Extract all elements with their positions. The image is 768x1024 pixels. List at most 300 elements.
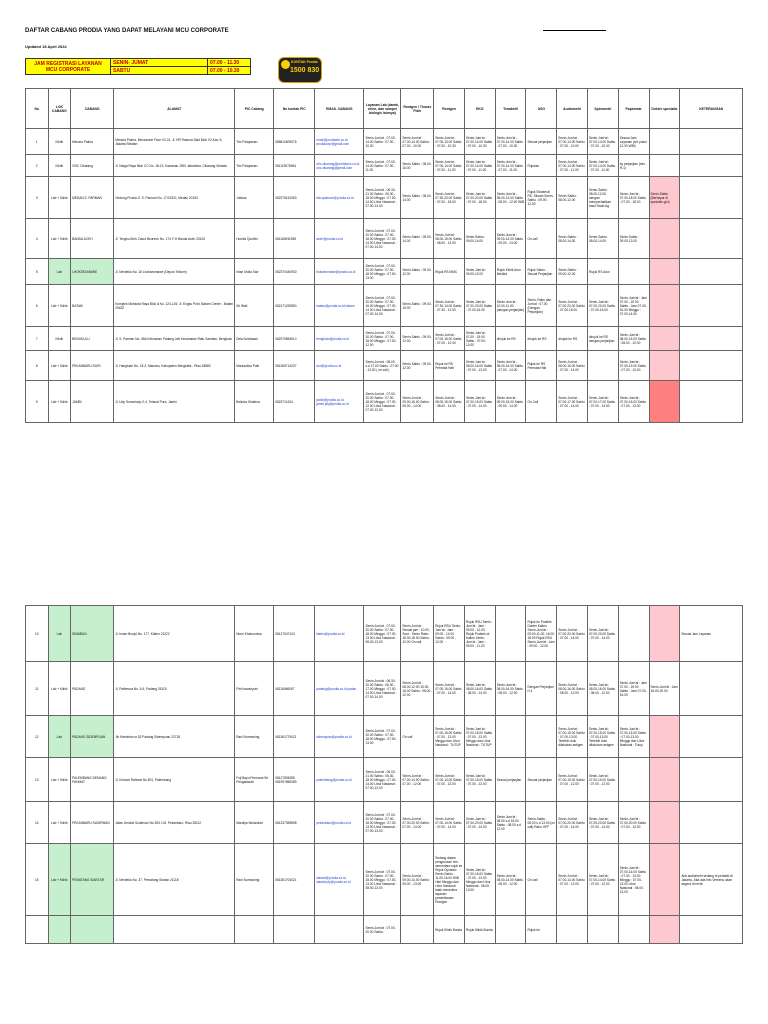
cell-lab: Senin-Jum'at : 07.00-14.00 Sabtu : 07.00 - 11.00 <box>364 155 401 177</box>
table-row <box>26 219 743 259</box>
cell-no: 13 <box>26 758 49 802</box>
cell-cabang: PADANG <box>71 662 114 716</box>
cell-usg: Sesuai perjanjian <box>526 758 557 802</box>
cell-audiometri <box>557 916 588 944</box>
cell-spirometri: dirujuk ke RS dengan perjanjian <box>588 327 619 351</box>
cell-keterangan <box>680 129 743 155</box>
cell-no: 11 <box>26 662 49 716</box>
cell-lokasi: Klinik <box>48 129 71 155</box>
cell-dokter <box>649 327 680 351</box>
cell-treadmill: Senin-Jum'at : 09.00-14.00 Sabtu : 09.00 - 13.00 <box>495 219 526 259</box>
cell-spirometri: Senin-Sabtu : 08.00-14.00 <box>588 219 619 259</box>
cell-lokasi: Lab + Klinik <box>48 381 71 423</box>
cell-dokter <box>649 758 680 802</box>
table-row <box>26 916 743 944</box>
cell-pic: Fuji Bayu Permana Sri Pengalawati <box>235 758 274 802</box>
cell-spirometri: Senin-Jum'at : 07.00-14.00 Sabtu : 07.00 - 12.00 <box>588 844 619 916</box>
cell-treadmill <box>495 716 526 758</box>
cell-no: 7 <box>26 327 49 351</box>
cell-lab: Senin-Jum'at : 07.00-20.00 Sabtu : 07.00-18.00 Minggu : 07.00-13.00 <box>364 716 401 758</box>
cell-audiometri: Senin-Jum'at : 07.00-20.00 Sabtu : 07.00 - 14.00 <box>557 802 588 844</box>
cell-papsmear: Senin-Jum'at : 07.00-19.00 Sabtu : 07.00 - 13.00 <box>618 351 649 381</box>
cell-kontak: 081361703421 <box>274 844 315 916</box>
cell-fisik: Senin-Sabtu : 08.00-14.00 <box>401 177 434 219</box>
cell-alamat: Gedung Prodia Jl. S. Parman No. 17/223/G, Medan 20153 <box>114 177 235 219</box>
cell-fisik: Senin-Sabtu : 09.00-12.00 <box>401 259 434 285</box>
table-row <box>26 381 743 423</box>
cell-keterangan <box>680 327 743 351</box>
cell-usg: Rujukan <box>526 155 557 177</box>
cell-papsmear: Senin-Jum'at : Jam 07.00 - 20.00 Sabtu : Jam 07.00-16.00 Minggu : 07.00-14.00 <box>618 285 649 327</box>
cell-ekg: Senin-Jum'at : 07.00-15.00 Sabtu : 07.00 - 13.00 <box>464 758 495 802</box>
cell-rontgen: Senin-Jum'at : 08.00-15.00 Sabtu : 08.00 - 14.00 <box>434 381 465 423</box>
cell-usg: Senin-Sabtu : 08.00 s.d 13.00 (on call) Rabu OFF <box>526 802 557 844</box>
cell-fisik: Senin-Jum'at : 07.00-14.00 Sabtu : 07.00 - 12.00 <box>401 758 434 802</box>
cell-cabang: BATAM <box>71 285 114 327</box>
cell-kontak: 081237369898 <box>274 802 315 844</box>
cell-rontgen: Senin-Jum'at : 08.00-15.00 Sabtu : 08.00 - 13.00 <box>434 219 465 259</box>
cell-dokter <box>649 129 680 155</box>
cell-cabang: MEDAN S. PARMAN <box>71 177 114 219</box>
table-row <box>26 758 743 802</box>
cell-alamat: Jl. Kolonel Rahmat No 801, Palembang <box>114 758 235 802</box>
cell-lokasi: Lab + Klinik <box>48 802 71 844</box>
cell-cabang: JAMBI <box>71 381 114 423</box>
cell-no: 5 <box>26 259 49 285</box>
cell-kontak: 08127805285 081997860089 <box>274 758 315 802</box>
cell-ekg: Senin-Jum'at : 07.00-20.00 Sabtu : 07.00 - 18.00 <box>464 177 495 219</box>
cell-ekg: Senin-Jum'at : 07.00-15.00 Sabtu : 07.00 - 14.00 <box>464 381 495 423</box>
cell-alamat: Jl. Tengku Moh. Daud Beureuh No. 174 F-H Banda Aceh 23126 <box>114 219 235 259</box>
cell-lokasi: Lab + Klinik <box>48 219 71 259</box>
cell-lokasi: Lab + Klinik <box>48 177 71 219</box>
column-header: CABANG <box>71 89 114 129</box>
cell-cabang: BANDA ACEH <box>71 219 114 259</box>
cell-fisik: Senin-Sabtu : 09.00-12.00 <box>401 327 434 351</box>
cell-ekg: Senin-Jum'at : 08.00-16.00 Sabtu : 07.00 - 13.00 <box>464 351 495 381</box>
cell-spirometri: Senin-Jum'at : 07.00-20.00 Sabtu : 07.00 - 14.00 <box>588 802 619 844</box>
cell-ekg: Senin-Jum'at : 07.00-15.00 Sabtu : 07.00 - 13.00 Minggu dan Libur Nasional : TUTUP <box>464 716 495 758</box>
cell-kontak: 085810609075 <box>274 129 315 155</box>
cell-papsmear <box>618 259 649 285</box>
cell-pic: Rani Nurmaning <box>235 844 274 916</box>
registration-time: 07.00 - 10.30 <box>208 67 251 75</box>
cell-keterangan <box>680 259 743 285</box>
cell-kontak: 082171292850 <box>274 285 315 327</box>
cell-keterangan <box>680 758 743 802</box>
cell-ekg: Senin-Jum'at : 07.00-14.00 Sabtu : 07.00 - 10.30 <box>464 129 495 155</box>
cell-lokasi: Lab + Klinik <box>48 285 71 327</box>
cell-spirometri: Senin-Sabtu : 08.00-12.00 dengan memperhatikan hasil Swab Ag <box>588 177 619 219</box>
cell-keterangan <box>680 285 743 327</box>
signature-line <box>543 30 606 31</box>
cell-no: 4 <box>26 219 49 259</box>
cell-keterangan <box>680 177 743 219</box>
cell-keterangan <box>680 351 743 381</box>
cell-dokter <box>649 916 680 944</box>
table-row <box>26 662 743 716</box>
registration-day: SABTU <box>111 67 208 75</box>
cell-alamat: Jl. Hangtuah No. 18 Z, Mandau, Kabupaten Bengkalis - Riau 28883 <box>114 351 235 381</box>
cell-lab: Senin-Jum'at : 07.00-20.00 Sabtu : 07.00-18.00 Minggu : 07.00-14.00 Libur Nasional : 07.00-14.00 <box>364 219 401 259</box>
cell-ekg: Senin-Jum'at : 07.00-20.00 Sabtu : 07.00 - 14.00 <box>464 802 495 844</box>
cell-dokter <box>649 285 680 327</box>
cell-pic: Belinda Oktarina <box>235 381 274 423</box>
cell-lokasi: Lab <box>48 716 71 758</box>
cell-email[interactable]: lhokseumawe@prodia.co.id <box>315 259 364 285</box>
cell-dokter <box>649 381 680 423</box>
cell-dokter: Senin-Jum'at : Jam 18.00-20.00 <box>649 662 680 716</box>
table-row <box>26 351 743 381</box>
column-header: EMAIL CABANG <box>315 89 364 129</box>
registration-day: SENIN- JUMAT <box>111 59 208 67</box>
document-title: DAFTAR CABANG PRODIA YANG DAPAT MELAYANI MCU CORPORATE <box>25 28 229 34</box>
cell-pic: Humila Qushlin <box>235 219 274 259</box>
cell-fisik: Senin-Jum'at : 09.00-15.00 Sabtu : 09.00 - 14.00 <box>401 381 434 423</box>
cell-alamat: Jl. Merdeka No. 37, Pematang Siantar 21118 <box>114 844 235 916</box>
cell-email[interactable]: bengkulu@prodia.co.id <box>315 327 364 351</box>
cell-rontgen: Senin-Jum'at : 07.00-15.00 Sabtu : 07.00 - 12.00 <box>434 327 465 351</box>
column-header: Treadmill <box>495 89 526 129</box>
cell-spirometri <box>588 351 619 381</box>
cell-dokter <box>649 259 680 285</box>
column-header: PIC Cabang <box>235 89 274 129</box>
cell-fisik <box>401 916 434 944</box>
column-header: Rontgen <box>434 89 465 129</box>
cell-treadmill: Senin-Jum'at : 10.00-11.00 (dengan perjanjian) <box>495 285 526 327</box>
cell-email[interactable]: sidempuan@prodia.co.id <box>315 716 364 758</box>
cell-rontgen: Senin-Jum'at : 07.30-20.00 Sabtu : 07.00 - 18.00 <box>434 177 465 219</box>
registration-label: JAM REGISTRASI LAYANAN MCU CORPORATE <box>26 59 111 75</box>
cell-pic: Fitri Irawahyuni <box>235 662 274 716</box>
cell-rontgen: Senin-Jum'at : 07.00-14.00 Sabtu : 07.00 - 14.00 <box>434 802 465 844</box>
cell-alamat: Jl. Imam Bonjol No. 177, Klaten 21222 <box>114 606 235 662</box>
cell-email[interactable]: palembang@prodia.co.id <box>315 758 364 802</box>
cell-papsmear: Senin-Sabtu : 09.00-13.00 <box>618 219 649 259</box>
cell-lokasi: Klinik <box>48 327 71 351</box>
cell-cabang: BENGKULU <box>71 327 114 351</box>
cell-fisik: Senin-Jum'at : 07.00-14.00 Sabtu : 07.00 - 10.00 <box>401 129 434 155</box>
cell-alamat: Menara Palma, Mezzanine Floor 02-01, Jl. HR Rasuna Said Blok X2 Kav. 6, Jakarta Selatan <box>114 129 235 155</box>
cell-fisik: Senin-Sabtu : 09.00-15.00 <box>401 285 434 327</box>
cell-spirometri <box>588 916 619 944</box>
cell-no: 15 <box>26 844 49 916</box>
cell-email[interactable]: duri@prodia.co.id <box>315 351 364 381</box>
cell-audiometri: Senin-Jum'at : 07.00-14.00 Sabtu : 07.00 - 12.00 <box>557 844 588 916</box>
cell-papsmear <box>618 916 649 944</box>
cell-alamat: Jl. Urip Sumoharjo 2-4, Telanai Pura, Jambi <box>114 381 235 423</box>
cell-rontgen: Sedang dalam pengurusan izin, sementara rujuk ke Rujuk Dynamic Senin-Sabtu : 11.00-16.00 WIB Hari Minggu dan Libur Nasional tidak menerima layanan pemeriksaan Rontgen <box>434 844 465 916</box>
cell-papsmear <box>618 606 649 662</box>
cell-pic: Marsaulina Putri <box>235 351 274 381</box>
cell-dokter <box>649 606 680 662</box>
cell-audiometri: Senin-Jum'at : 07.00-20.00 Sabtu : 07.00-16.00 <box>557 285 588 327</box>
cell-pic: Tim Pelayanan <box>235 129 274 155</box>
cell-cabang: PEKANBARU SUDIRMAN <box>71 802 114 844</box>
branch-table-page-1 <box>25 88 743 423</box>
cell-email[interactable]: padang@prodia.co.id padan <box>315 662 364 716</box>
cell-usg: dirujuk ke RS <box>526 327 557 351</box>
cell-keterangan <box>680 155 743 177</box>
table-row <box>26 844 743 916</box>
column-header: Dokter spesialis <box>649 89 680 129</box>
cell-papsmear <box>618 758 649 802</box>
table-row <box>26 716 743 758</box>
cell-email[interactable]: mmd@prodiaofe.co.id, prodiacorp@gmail.com <box>315 129 364 155</box>
cell-rontgen: Senin-Jum'at : 07.00-15.00 Sabtu : 07.00 - 14.00 <box>434 662 465 716</box>
cell-kontak: 0823711434 <box>274 381 315 423</box>
cell-alamat: Jl. Niaga Raya Blok CC No. 18-19, Kawasan JDKI Jababeka, Cikarang Selatan <box>114 155 235 177</box>
cell-alamat: Jl. Merdeka No. 18 Lhokseumawe (Depan Telkom) <box>114 259 235 285</box>
cell-no: 1 <box>26 129 49 155</box>
cell-rontgen: Senin-Jum'at : 07.30-14.00 Sabtu : 07.30 - 13.00 <box>434 285 465 327</box>
cell-no: 10 <box>26 606 49 662</box>
cell-pic: Tim Pelayanan <box>235 155 274 177</box>
cell-treadmill: Rujuk Klinik Arun Medika <box>495 259 526 285</box>
cell-ekg: Senin-Jum'at : 07.00 - 15.00 Sabtu : 07.00-13.00 <box>464 327 495 351</box>
cell-fisik: Senin-Jum'at : 09.00-14.00 Sabtu : 09.00 - 13.00 <box>401 844 434 916</box>
cell-kontak: 081361779421 <box>274 716 315 758</box>
cell-rontgen: Senin-Jum'at : 07.00-14.00 Sabtu : 07.00 - 11.00 <box>434 155 465 177</box>
cell-email[interactable]: lab.sparman@prodia.co.id <box>315 177 364 219</box>
cell-alamat: Jl. Pattimura No. 5-6, Padang 25115 <box>114 662 235 716</box>
cell-lab: Senin-Jum'at : 07.00-20.00 Sabtu : 07.00-18.00 Minggu : 07.00-13.00 Libur Nasional : 08.00-13.00 <box>364 844 401 916</box>
cell-email[interactable] <box>315 916 364 944</box>
cell-audiometri: Senin-Jum'at : 07.00-15.00 Sabtu : 07.00 - 12.00 <box>557 758 588 802</box>
cell-ekg: Rujuk RSU Senin-Jum'at : Jam : 09.00 - 12.00 Rujuk Praktek dr Kalbin Senin-Jum'at : Jam : 09.00 - 11.00 <box>464 606 495 662</box>
cell-treadmill: Senin-Jum'at : 08.00-13.00 Sabtu : 08.00 - 12.00 WIB <box>495 177 526 219</box>
cell-audiometri: Senin-Jum'at : 07.00-20.00 Sabtu : 07.00 - 14.00 <box>557 606 588 662</box>
cell-email[interactable]: batam@prodia.co.id batam <box>315 285 364 327</box>
cell-lab: Senin-Jum'at : 07.00-14.00 Sabtu : 07.00 - 10.00 <box>364 129 401 155</box>
cell-audiometri: Senin-Sabtu : 09.00-12.00 <box>557 259 588 285</box>
cell-audiometri: Senin-Jum'at : 08.00-16.00 Sabtu : 08.00 - 12.00 <box>557 662 588 716</box>
cell-kontak: 082379854510 <box>274 327 315 351</box>
cell-usg: Rujuk ke Praktek Dokter Kalbin Senin-Jum'at : 09.00-11.00, 16.00-18.00 Rujuk RSU Senin-Jum'at : Jam : 09.00 - 12.00 <box>526 606 557 662</box>
cell-spirometri: Senin-Jum'at : 07.00-20.00 Sabtu : 07.00 - 14.00 <box>588 606 619 662</box>
registration-time: 07.00 - 11.30 <box>208 59 251 67</box>
cell-papsmear: Senin-Jum'at : 08.00-16.00 Sabtu : 08.00 - 12.00 <box>618 327 649 351</box>
cell-dokter: Senin-Sabtu (Berbayar di spesialis gizi) <box>649 177 680 219</box>
cell-kontak: 081166911985 <box>274 219 315 259</box>
column-header: EKG <box>464 89 495 129</box>
cell-treadmill: dirujuk ke RS <box>495 327 526 351</box>
cell-lab: Senin-Jum'at : 07.00-20.00 Sabtu : 07.00-18.00 Minggu : 07.00-12.00 <box>364 327 401 351</box>
cell-no: 3 <box>26 177 49 219</box>
cell-usg: Rujuk Sabtu - Sesuai Perjanjian <box>526 259 557 285</box>
column-header: Papsmear <box>618 89 649 129</box>
cell-treadmill <box>495 606 526 662</box>
cell-spirometri: Senin-Jum'at : 07.00-17.00 Sabtu : 07.00 - 14.00 <box>588 381 619 423</box>
phone-icon <box>281 60 290 69</box>
cell-papsmear: Sesuai Jam Layanan (s/d pukul 12.00 WIB) <box>618 129 649 155</box>
table-row <box>26 259 743 285</box>
cell-usg <box>526 716 557 758</box>
cell-keterangan <box>680 219 743 259</box>
column-header: ALAMAT <box>114 89 235 129</box>
cell-fisik: Senin-Sabtu : 09.00-14.00 <box>401 219 434 259</box>
cell-papsmear: Senin-Jum'at : Jam 07.00 - 20.00 Sabtu : Jam 07.00-16.00 <box>618 662 649 716</box>
cell-cabang: PALEMBANG DEMANG PAHMAT <box>71 758 114 802</box>
cell-kontak: 081365714237 <box>274 351 315 381</box>
cell-pic: Juliana <box>235 177 274 219</box>
cell-usg: Senin, Rabu dan Jum'at : 07.00 (Dengan Perjanjian) <box>526 285 557 327</box>
column-header: Rontgen / Thorax Fisik <box>401 89 434 129</box>
cell-treadmill: Senin-Jum'at : 08.00-16.00 Sabtu : 07.00 - 14.00 <box>495 351 526 381</box>
column-header: No kontak PIC <box>274 89 315 129</box>
cell-audiometri: Senin-Sabtu : 08.00-12.00 <box>557 177 588 219</box>
cell-lab: Senin-Jum'at : 07.00-20.00 Sabtu : 07.00-18.00 Minggu : 07.00-13.00 Libur Nasional : 08.00-13.00 <box>364 606 401 662</box>
cell-no: 12 <box>26 716 49 758</box>
cell-email[interactable]: ohc.cikarang@prodiaohc.co.id, ohc.cikarang@gmail.com <box>315 155 364 177</box>
cell-ekg: Senin-Jum'at : 07.00-16.00 Sabtu : 07.00 - 13.00 Minggu dan Libur Nasional : 08.00-13.00 <box>464 844 495 916</box>
cell-lokasi: Klinik <box>48 155 71 177</box>
table-row <box>26 129 743 155</box>
cell-lab: Senin-Jum'at : 07.00-20.00 Sabtu : 07.00-18.00 Minggu : 07.00-13.00 <box>364 259 401 285</box>
cell-keterangan <box>680 716 743 758</box>
cell-fisik: Senin-Sabtu : 09.00-12.00 <box>401 351 434 381</box>
cell-lokasi: Lab + Klinik <box>48 351 71 381</box>
column-header: KETERANGAN <box>680 89 743 129</box>
cell-alamat: Jl. S. Parman No. 56A Kelurahan Padang Jati Kecamatan Ratu Samban, Bengkulu <box>114 327 235 351</box>
cell-spirometri: Senin-Jum'at : 07.00-15.00 Sabtu : 07.00-13.00 Terlebih dulu dilakukan antigen <box>588 716 619 758</box>
cell-pic: Rani Nurmaning <box>235 716 274 758</box>
cell-ekg: Senin-Jum'at : 07.00-20.00 Sabtu : 07.00-16.00 <box>464 285 495 327</box>
cell-kontak: 08127547124 <box>274 606 315 662</box>
cell-pic: Nurul Khairunnisa <box>235 606 274 662</box>
cell-spirometri: Rujuk RS Arun <box>588 259 619 285</box>
cell-dokter <box>649 802 680 844</box>
cell-lab: Senin-Jum'at : 07.00-20.00 Sabtu : 07.00-18.00 Minggu : 07.00-12.00 Libur Nasional : 07.00-12.00 <box>364 381 401 423</box>
cell-papsmear: Senin-Jum'at : 07.00-20.00 Sabtu : 07.00 - 13.00 <box>618 802 649 844</box>
cell-audiometri: Senin-Jum'at : 07.00-17.00 Sabtu : 07.00 - 14.00 <box>557 381 588 423</box>
cell-alamat <box>114 916 235 944</box>
cell-email[interactable]: aceh@prodia.co.id <box>315 219 364 259</box>
cell-lab: Senin-Jum'at : 07.00-20.00 Sabtu : 07.00-16.00 Minggu : 07.00-14.00 Libur Nasional : 07.00-14.00 <box>364 285 401 327</box>
cell-treadmill: Senin-Jum'at : 07.00-14.00 Sabtu : 07.00 - 10.30 <box>495 129 526 155</box>
cell-cabang: PEKANBARU DURI <box>71 351 114 381</box>
cell-no: 8 <box>26 351 49 381</box>
cell-dokter <box>649 716 680 758</box>
updated-date: Updated 18 April 2024 <box>25 44 67 49</box>
cell-lokasi: Lab <box>48 259 71 285</box>
cell-ekg: Senin-Jum'at : 08.00-16.00 Sabtu : 08.00 - 14.00 <box>464 662 495 716</box>
column-header: Audiometri <box>557 89 588 129</box>
cell-usg: On Call <box>526 381 557 423</box>
cell-email[interactable]: siantar@prodia.co.id, siantar.pfy@prodia.co.id <box>315 844 364 916</box>
cell-lab: Senin-Jum'at : 06.00-21.00 Sabtu : 06.30-18.00 Minggu : 07.00-14.00 Libur Nasional : 07.00-12.00 <box>364 758 401 802</box>
cell-lokasi <box>48 916 71 944</box>
column-header: LOK CABANG <box>48 89 71 129</box>
cell-cabang: OHC Cikarang <box>71 155 114 177</box>
cell-alamat: Komplek Mahkota Raya Blok A No. 124-126, Jl. Engku Putri, Batam Center - Batam 29432 <box>114 285 235 327</box>
cell-treadmill: Senin-Jum'at : 08.00-16.00 Sabtu : 08.00 - 12.00 <box>495 662 526 716</box>
cell-no: 2 <box>26 155 49 177</box>
cell-no: 6 <box>26 285 49 327</box>
cell-spirometri: Senin-Jum'at : 08.00-16.00 Sabtu : 08.00 - 12.00 <box>588 662 619 716</box>
cell-kontak: 082370440930 <box>274 259 315 285</box>
cell-cabang: PADANG SIDEMPUAN <box>71 716 114 758</box>
cell-audiometri: dirujuk ke RS <box>557 327 588 351</box>
cell-papsmear: Senin-Jum'at : 07.00-18.00 Sabtu : 07.00 - 18.00 <box>618 177 649 219</box>
table-row <box>26 327 743 351</box>
column-header: USG <box>526 89 557 129</box>
cell-spirometri: Senin-Jum'at : 07.00-14.00 Sabtu : 07.00 - 10.00 <box>588 129 619 155</box>
cell-lokasi: Lab + Klinik <box>48 662 71 716</box>
column-header: Spirometri <box>588 89 619 129</box>
cell-fisik: On call <box>401 716 434 758</box>
cell-rontgen: Rujuk RSU Senin-Jum'at : Jam : 09.00 - 14.00 Sabtu : 09.00 - 12.00 <box>434 606 465 662</box>
cell-fisik: Senin-Sabtu : 08.00-16.00 <box>401 155 434 177</box>
cell-kontak: 082275161053 <box>274 177 315 219</box>
cell-kontak: 08116066067 <box>274 662 315 716</box>
cell-usg: Dengan Perjanjian H-1 <box>526 662 557 716</box>
table-row <box>26 177 743 219</box>
logo-number: 1500 830 <box>290 67 320 74</box>
cell-audiometri: Senin-Jum'at : 07.00-14.00 Sabtu : 07.00 - 11.00 <box>557 155 588 177</box>
cell-lab: Senin-Jum'at : 06.30-20.00 Sabtu : 06.30 - 17.00 Minggu : 07.00-14.00 Libur Nasional : 07.00-14.00 <box>364 662 401 716</box>
logo-caption: KONTAK Prodia <box>291 60 318 64</box>
cell-audiometri: Senin-Jum'at : 07.00-15.00 Sabtu : 07.00-13.00 Terlebih dulu dilakukan antigen <box>557 716 588 758</box>
cell-dokter <box>649 844 680 916</box>
table-row <box>26 155 743 177</box>
table-row <box>26 285 743 327</box>
cell-lokasi: Lab + Klinik <box>48 844 71 916</box>
cell-audiometri: Senin-Jum'at : 07.00-14.00 Sabtu : 07.00 - 10.00 <box>557 129 588 155</box>
header-row <box>26 89 743 129</box>
cell-fisik: Senin-Jum'at : 08.00-12.00 15.00-16.00 Sabtu : 08.00 - 12.00 <box>401 662 434 716</box>
cell-ekg: Senin-Jum'at : 07.00-14.00 Sabtu : 07.00 - 11.00 <box>464 155 495 177</box>
cell-no: 9 <box>26 381 49 423</box>
cell-email[interactable]: klaten@prodia.co.id <box>315 606 364 662</box>
cell-lokasi: Lab + Klinik <box>48 758 71 802</box>
cell-keterangan: Alat audiometri sedang di perbaiki di Jakarta, Jika ada info Verbenu akan segera di revisi <box>680 844 743 916</box>
cell-cabang: PEMATANG SIANTAR <box>71 844 114 916</box>
cell-papsmear: Senin-Jum'at : 07.00-15.00 Sabtu : 07.00-13.00 Minggu dan Libur Nasional : Tutup <box>618 716 649 758</box>
cell-lab: Senin-Jum'at : 08.00 s.d 17.00 Sabtu : 07.00 - 13.00 ( on call ) <box>364 351 401 381</box>
registration-hours-table <box>25 58 251 75</box>
table-row <box>26 606 743 662</box>
branch-table-page-2 <box>25 605 743 944</box>
kontak-prodia-logo <box>278 57 322 83</box>
cell-audiometri: Senin-Jum'at : 08.00-16.00 Sabtu : 07.00 - 14.00 <box>557 351 588 381</box>
cell-treadmill: Senin-Jum'at : 09.00-15.00 Sabtu : 09.00 - 14.00 <box>495 381 526 423</box>
cell-cabang: SIMABUN <box>71 606 114 662</box>
cell-usg: Rujuk ke <box>526 916 557 944</box>
cell-dokter <box>649 351 680 381</box>
cell-cabang: LHOKSEUMAWE <box>71 259 114 285</box>
cell-ekg: Rujuk Klinik Bunda <box>464 916 495 944</box>
cell-rontgen: Senin-Jum'at : 07.00-13.00 Sabtu : 07.00 - 10.30 <box>434 129 465 155</box>
cell-usg: Rujuk ke RS Permata Hati <box>526 351 557 381</box>
cell-fisik: Senin-Jum'at : 07.00-20.00 Sabtu : 07.00 - 14.00 <box>401 802 434 844</box>
cell-ekg: Senin-Sabtu : 09.00-14.00 <box>464 219 495 259</box>
cell-email[interactable]: pekanbaru@prodia.co.id <box>315 802 364 844</box>
cell-ekg: Senin-Jum'at : 09.00-12.00 <box>464 259 495 285</box>
cell-no <box>26 916 49 944</box>
cell-kontak <box>274 916 315 944</box>
cell-treadmill: Senin-Jum'at : 07.00-14.00 Sabtu : 07.00 - 11.00 <box>495 155 526 177</box>
cell-usg: Rujuk Eksternal RS. Siloam Senin-Sabtu : 09.00 - 12.00 <box>526 177 557 219</box>
cell-alamat: Jln Merdeka no 52 Padang Sidempuan 22718 <box>114 716 235 758</box>
cell-pic <box>235 916 274 944</box>
cell-papsmear: Senin-Jum'at : 07.00-15.00 Sabtu : 07.00 - 13.00 <box>618 381 649 423</box>
cell-rontgen: Rujuk RS MMC <box>434 259 465 285</box>
cell-no: 14 <box>26 802 49 844</box>
cell-lab: Senin-Jum'at : 06.30-21.00 Sabtu : 06.30 - 18.00 Minggu : 07.00-14.00 Libur Nasional : 07.00-14.00 <box>364 177 401 219</box>
cell-email[interactable]: jambi@prodia.co.id, jambi.pfy@prodia.co.id <box>315 381 364 423</box>
cell-treadmill: Senin-Jum'at : 08.00 s.d 18.00 Sabtu : 08.00 s.d 12.00 <box>495 802 526 844</box>
